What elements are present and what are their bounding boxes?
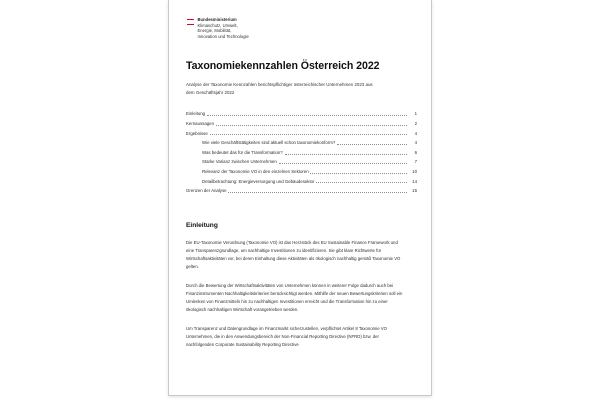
ministry-line-3: Energie, Mobilität, xyxy=(197,28,232,34)
body-paragraph: Um Transparenz und Datengrundlage im Finanzmarkt sicherzustellen, verpflichtet Artikel 8 Taxonomie VO Unternehmen, die in den Anwendungsbereich der Non-Financial Reporting Directive (NFRD) bzw. der nachfolgenden Corporate Sustainability Reporting Directive xyxy=(186,326,388,348)
document-subtitle: Analyse der Taxonomie Kennzahlen berichtspflichtiger österreichischer Unternehmen 2023 aus dem Geschäftsjahr 2022 xyxy=(186,82,373,95)
toc-entry-label: Relevanz der Taxonomie VO in den einzelnen Sektoren xyxy=(202,168,309,174)
toc-entry-label: Detailbetrachtung: Energieversorgung und Gebäudesektor xyxy=(202,178,315,184)
flag-bar-red-bottom xyxy=(187,24,194,25)
document-page xyxy=(168,0,432,396)
toc-leader-dots xyxy=(310,170,406,174)
body-paragraph: Die EU-Taxonomie Verordnung (Taxonomie VO) ist das Herzstück des EU Sustainable Finance Framework und eine Transparenzgrundlage, um nachhaltige Investitionen zu identifizieren. Sie gibt klare Richtwerte für Wirtschaftsaktivitäten vor, bei deren Einhaltung diese Aktivitäten als ökologisch nachhaltig gemäß Taxonomie VO gelten. xyxy=(186,240,401,270)
ministry-logo xyxy=(187,17,417,39)
toc-entry-label: Wie viele Geschäftstätigkeiten sind aktuell schon taxonomiekonform? xyxy=(202,140,336,146)
toc-entry[interactable] xyxy=(186,137,417,147)
toc-entry-page: 2 xyxy=(414,120,417,126)
toc-entry[interactable] xyxy=(186,108,417,118)
toc-entry-page: 6 xyxy=(414,149,417,155)
toc-entry[interactable] xyxy=(186,156,417,166)
page-content-area xyxy=(186,0,417,395)
section-body xyxy=(186,239,417,349)
ministry-logo-text xyxy=(198,17,249,39)
toc-entry[interactable] xyxy=(186,175,417,185)
toc-entry-label: Ergebnisse xyxy=(186,130,208,136)
toc-entry-label: Einleitung xyxy=(186,111,206,117)
toc-entry-page: 14 xyxy=(412,178,417,184)
toc-entry-label: Was bedeutet das für die Transformation? xyxy=(202,149,283,155)
flag-bar-white xyxy=(187,21,194,22)
toc-leader-dots xyxy=(228,189,406,193)
toc-entry-label: Starke Varianz zwischen Unternehmen xyxy=(202,159,277,165)
toc-entry[interactable] xyxy=(186,117,417,127)
section-heading: Einleitung xyxy=(186,222,218,230)
flag-bar-red-top xyxy=(187,19,194,20)
toc-entry-page: 10 xyxy=(412,168,417,174)
toc-leader-dots xyxy=(210,131,407,135)
toc-leader-dots xyxy=(216,122,407,126)
ministry-line-4: Innovation und Technologie xyxy=(197,33,249,39)
ministry-name: Bundesministerium xyxy=(197,17,237,22)
document-title: Taxonomiekennzahlen Österreich 2022 xyxy=(186,60,380,73)
toc-entry-page: 15 xyxy=(412,188,417,194)
toc-leader-dots xyxy=(285,151,407,155)
toc-entry[interactable] xyxy=(186,165,417,175)
toc-leader-dots xyxy=(279,160,407,164)
toc-entry-page: 1 xyxy=(414,111,417,117)
toc-entry-label: Kernaussagen xyxy=(186,120,215,126)
toc-leader-dots xyxy=(207,112,407,116)
toc-entry-page: 4 xyxy=(414,140,417,146)
body-paragraph: Durch die Bewertung der Wirtschaftsaktivitäten von Unternehmen können in weiterer Folge dadurch auch bei Finanzinstrumenten Nachhaltigkeitskriterien berücksichtigt werden. Mithilfe der neuen Bewertungskriterien soll ein Umlenken von Finanzmitteln hin zu nachhaltigen Investitionen erreicht und die Transformation hin zu einer ökologisch nachhaltigen Wirtschaft vorangetrieben werden. xyxy=(186,283,403,313)
table-of-contents xyxy=(186,108,417,194)
toc-entry[interactable] xyxy=(186,146,417,156)
toc-entry-page: 4 xyxy=(414,130,417,136)
toc-leader-dots xyxy=(337,141,406,145)
toc-entry[interactable] xyxy=(186,127,417,137)
ministry-line-2: Klimaschutz, Umwelt, xyxy=(197,22,238,28)
toc-entry-label: Grenzen der Analyse xyxy=(186,188,227,194)
austria-flag-icon xyxy=(187,19,194,26)
toc-leader-dots xyxy=(316,179,406,183)
toc-entry-page: 7 xyxy=(414,159,417,165)
toc-entry[interactable] xyxy=(186,185,417,195)
